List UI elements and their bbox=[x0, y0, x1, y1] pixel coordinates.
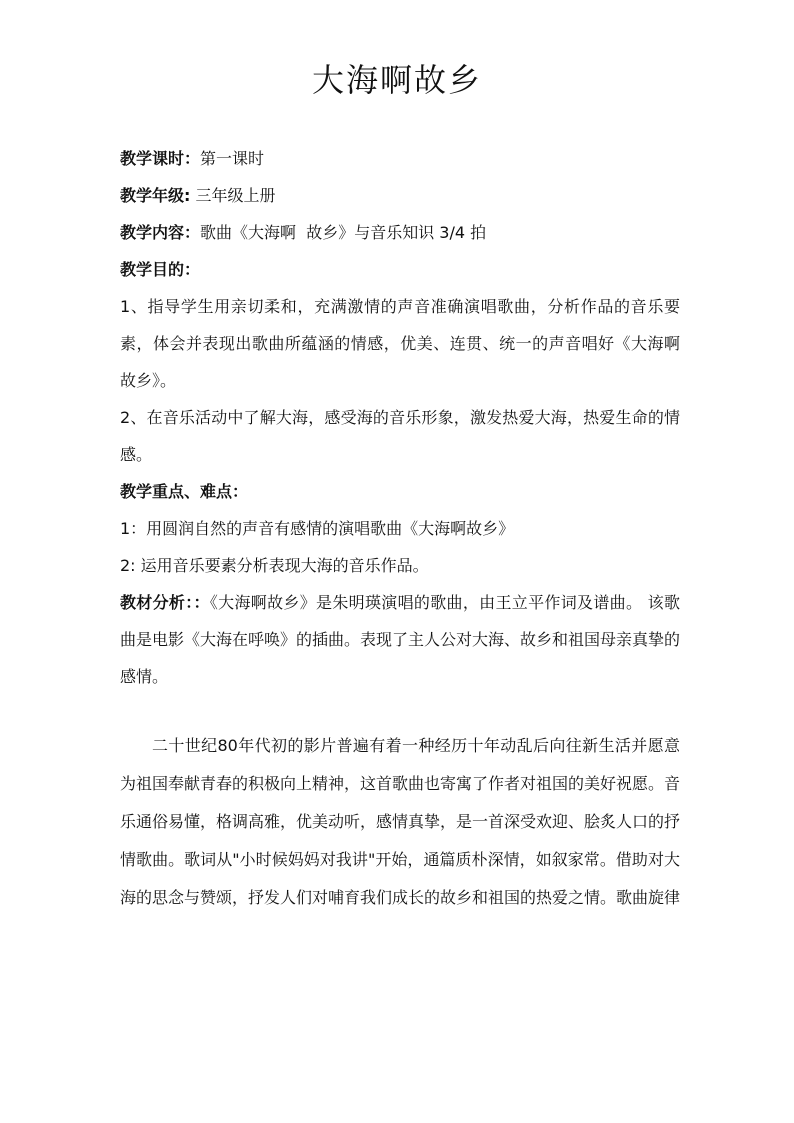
key-point-item: 2: 运用音乐要素分析表现大海的音乐作品。 bbox=[120, 556, 429, 575]
goal-item: 1、指导学生用亲切柔和，充满激情的声音准确演唱歌曲，分析作品的音乐要素，体会并表现出歌曲所蕴涵的情感，优美、连贯、统一的声音唱好《大海啊 故乡》。 bbox=[120, 297, 691, 390]
page-title: 大海啊故乡 bbox=[311, 61, 482, 99]
field-value: 三年级上册 bbox=[190, 186, 276, 205]
goals-heading: 教学目的： bbox=[120, 260, 201, 279]
analysis-label: 教材分析：： bbox=[120, 593, 210, 612]
field-content bbox=[120, 214, 680, 251]
field-value: 第一课时 bbox=[200, 149, 265, 168]
body-paragraph: 二十世纪80年代初的影片普遍有着一种经历十年动乱后向往新生活并愿意为祖国奉献青春的积极向上精神，这首歌曲也寄寓了作者对祖国的美好祝愿。音乐通俗易懂，格调高雅，优美动听，感情真挚，是一首深受欢迎、脍炙人口的抒情歌曲。歌词从"小时候妈妈对我讲"开始，通篇质朴深情，如叙家常。借助对大海的思念与赞颂，抒发人们对哺育我们成长的故乡和祖国的热爱之情。歌曲旋律 bbox=[120, 736, 681, 907]
field-grade bbox=[120, 177, 680, 214]
field-class-period bbox=[120, 140, 680, 177]
key-points-heading: 教学重点、难点： bbox=[120, 482, 249, 501]
analysis-text: 《大海啊故乡》是朱明瑛演唱的歌曲，由王立平作词及谱曲。 该歌曲是电影《大海在呼唤》的插曲。表现了主人公对大海、故乡和祖国母亲真挚的感情。 bbox=[120, 593, 681, 686]
paragraph-gap bbox=[120, 695, 680, 727]
field-label: 教学年级: bbox=[120, 186, 191, 205]
analysis-paragraph bbox=[120, 584, 680, 695]
field-label: 教学内容： bbox=[120, 223, 201, 242]
document-body bbox=[120, 140, 691, 917]
field-value: 歌曲《大海啊 故乡》与音乐知识 3/4 拍 bbox=[200, 223, 487, 242]
goal-item: 2、在音乐活动中了解大海，感受海的音乐形象，激发热爱大海，热爱生命的情感。 bbox=[120, 408, 680, 464]
key-point-item: 1：用圆润自然的声音有感情的演唱歌曲《大海啊故乡》 bbox=[120, 519, 515, 538]
field-label: 教学课时： bbox=[120, 149, 201, 168]
